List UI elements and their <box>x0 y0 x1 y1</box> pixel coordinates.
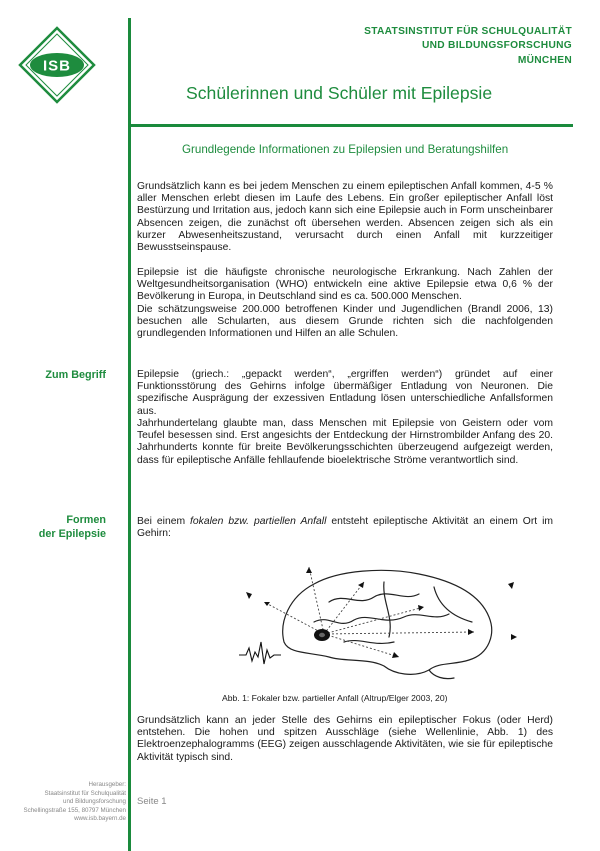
logo-text: ISB <box>42 57 72 75</box>
arrow-head <box>508 582 514 589</box>
arrow-head <box>418 605 424 611</box>
brain-fold <box>329 594 419 602</box>
intro-paragraph-1: Grundsätzlich kann es bei jedem Menschen zu einem epileptischen Anfall kommen, 4-5 % aller Menschen erlebt diesen im Laufe des Lebens. Ein großer epileptischer Anfall löst Bestürzung und Irritation aus, jedoch kann sich eine Epilepsie auch in Form unscheinbarer Absencen zeigen, die zunächst oft übersehen werden. Absencen zeigen sich als ein kurzer Abwesenheitszustand, verursacht durch einen Anfall mit kurzzeitiger Bewusstseinspause. <box>137 181 553 254</box>
imprint-line: Herausgeber: <box>88 781 126 788</box>
section-heading-formen <box>39 513 106 541</box>
section-heading-begriff: Zum Begriff <box>45 369 106 381</box>
figure-caption: Abb. 1: Fokaler bzw. partieller Anfall (Altrup/Elger 2003, 20) <box>222 693 448 703</box>
horizontal-green-rule <box>128 124 573 127</box>
arrow-head <box>511 634 517 640</box>
page-subtitle: Grundlegende Informationen zu Epilepsien und Beratungshilfen <box>182 143 509 156</box>
arrow-head <box>246 592 252 599</box>
isb-logo <box>18 26 96 104</box>
formen-paragraph-after-figure: Grundsätzlich kann an jeder Stelle des Gehirns ein epileptischer Fokus (oder Herd) entstehen. Die hohen und spitzen Ausschläge (siehe Wellenlinie, Abb. 1) des Elektroenzephalogramms (EEG) zeigen ausschlagende Aktivitäten, wie sie für epileptische Aktivität typisch sind. <box>137 715 553 763</box>
intro-paragraph-3: Die schätzungsweise 200.000 betroffenen Kinder und Jugendlichen (Brandl 2006, 13) besuchen alle Schularten, aus diesem Grunde richten sich die nachfolgenden grundlegenden Informationen und Hilfen an alle Schulen. <box>137 304 553 340</box>
intro-text: entsteht epileptische Aktivität an einem Ort im Gehirn: <box>137 516 554 540</box>
begriff-paragraph-1: Epilepsie (griech.: „gepackt werden“, „ergriffen werden“) gründet auf einer Funktionsstörung des Gehirns infolge übermäßiger Entladung von Neuronen. Die spezifische Ausprägung der exzessiven Entladung lösen unterschiedliche Anfallsformen aus. <box>137 369 553 417</box>
heading-line: Formen <box>66 514 106 526</box>
imprint-line: und Bildungsforschung <box>63 798 126 806</box>
activity-ray <box>324 634 399 657</box>
arrow-head <box>468 629 474 635</box>
activity-ray <box>324 632 474 634</box>
intro-emphasis: fokalen bzw. partiellen Anfall <box>190 516 327 527</box>
arrow-head <box>358 582 364 588</box>
imprint-line: Staatsinstitut für Schulqualität <box>44 789 126 797</box>
institute-line: MÜNCHEN <box>517 54 572 66</box>
begriff-paragraph-2: Jahrhundertelang glaubte man, dass Menschen mit Epilepsie von Geistern oder vom Teufel besessen sind. Erst angesichts der Entdeckung der Hirnstrombilder Anfang des 20. Jahrhunderts konnte für breite Bevölkerungsschichten überzeugend aufgezeigt werden, dass für epileptische Anfälle fehllaufende bioelektrische Ströme verantwortlich sind. <box>137 418 553 466</box>
activity-ray <box>324 582 364 634</box>
activity-ray <box>324 607 424 634</box>
arrow-head <box>264 602 270 606</box>
intro-paragraph-2: Epilepsie ist die häufigste chronische neurologische Erkrankung. Nach Zahlen der Weltgesundheitsorganisation (WHO) entwickeln eine aktive Epilepsie etwa 0,6 % der Bevölkerung in Europa, in Deutschland sind es ca. 500.000 Menschen. <box>137 267 553 303</box>
page-title: Schülerinnen und Schüler mit Epilepsie <box>186 83 493 103</box>
imprint-line: www.isb.bayern.de <box>74 815 126 823</box>
activity-ray <box>264 602 324 634</box>
vertical-green-rule <box>128 18 131 851</box>
arrow-head <box>392 652 399 658</box>
page-number: Seite 1 <box>137 796 167 807</box>
intro-text: Bei einem <box>137 516 191 527</box>
arrow-head <box>306 567 312 573</box>
heading-line: der Epilepsie <box>38 528 106 540</box>
eeg-wave <box>239 642 281 664</box>
institute-line: STAATSINSTITUT FÜR SCHULQUALITÄT <box>364 26 572 37</box>
brain-fold <box>384 582 390 637</box>
brain-fold <box>429 670 454 679</box>
institute-name <box>364 25 572 68</box>
imprint-line: Schellingstraße 155, 80797 München <box>23 806 126 814</box>
imprint <box>23 781 126 824</box>
brain-fold <box>314 614 449 623</box>
formen-intro-paragraph <box>137 516 553 540</box>
activity-ray <box>309 567 324 634</box>
brain-illustration <box>234 562 534 687</box>
institute-line: UND BILDUNGSFORSCHUNG <box>421 40 572 52</box>
